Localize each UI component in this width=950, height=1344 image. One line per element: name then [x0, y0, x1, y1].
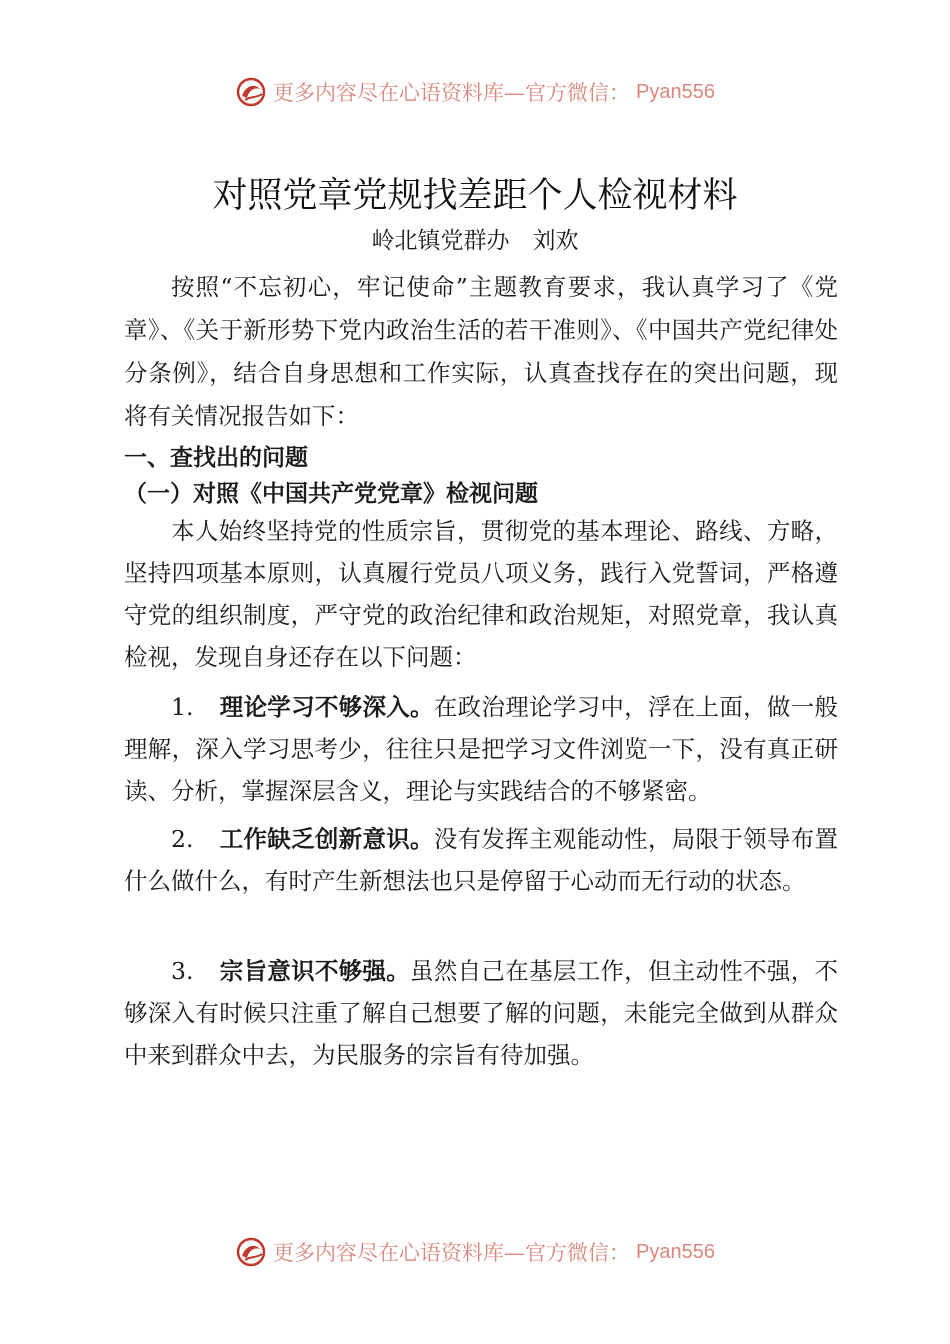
item-number: 1. [171, 693, 194, 721]
item-text: 在政治理论学习中，浮在上面，做一般理解，深入学习思考少，往往只是把学习文件浏览一下，没有真正研读、分析，掌握深层含义，理论与实践结合的不够紧密。 [124, 693, 839, 805]
document-author: 岭北镇党群办 刘欢 [371, 228, 579, 254]
problem-item-2 [124, 818, 838, 902]
section-paragraph: 本人始终坚持党的性质宗旨，贯彻党的基本理论、路线、方略，坚持四项基本原则，认真履行党员八项义务，践行入党誓词，严格遵守党的组织制度，严守党的政治纪律和政治规矩，对照党章，我认真检视，发现自身还存在以下问题： [124, 517, 838, 671]
watermark-brand-text: 更多内容尽在心语资料库—官方微信： [273, 1241, 631, 1265]
watermark-wechat-id: Pyan556 [636, 80, 715, 103]
document-title: 对照党章党规找差距个人检视材料 [212, 176, 738, 216]
dragon-seal-icon [235, 76, 267, 108]
item-text: 没有发挥主观能动性，局限于领导布置什么做什么，有时产生新想法也只是停留于心动而无行动的状态。 [124, 825, 839, 895]
item-lead: 宗旨意识不够强。 [219, 957, 411, 985]
intro-paragraph: 按照“不忘初心，牢记使命”主题教育要求，我认真学习了《党章》、《关于新形势下党内政治生活的若干准则》、《中国共产党纪律处分条例》，结合自身思想和工作实际，认真查找存在的突出问题，现将有关情况报告如下： [124, 273, 838, 430]
item-lead: 理论学习不够深入。 [219, 693, 434, 721]
watermark-wechat-id: Pyan556 [636, 1240, 715, 1263]
section-subheading: （一）对照《中国共产党党章》检视问题 [124, 481, 538, 507]
problem-item-3 [124, 950, 838, 1076]
item-number: 3. [171, 957, 194, 985]
footer-watermark-banner [0, 1232, 950, 1272]
item-lead: 工作缺乏创新意识。 [219, 825, 434, 853]
watermark-brand-text: 更多内容尽在心语资料库—官方微信： [273, 81, 631, 105]
header-watermark-banner [0, 72, 950, 112]
dragon-seal-icon [235, 1236, 267, 1268]
problem-item-1 [124, 686, 838, 812]
section-heading: 一、查找出的问题 [124, 445, 308, 471]
item-text: 虽然自己在基层工作，但主动性不强，不够深入有时候只注重了解自己想要了解的问题，未能完全做到从群众中来到群众中去，为民服务的宗旨有待加强。 [124, 957, 839, 1069]
item-number: 2. [171, 825, 194, 853]
